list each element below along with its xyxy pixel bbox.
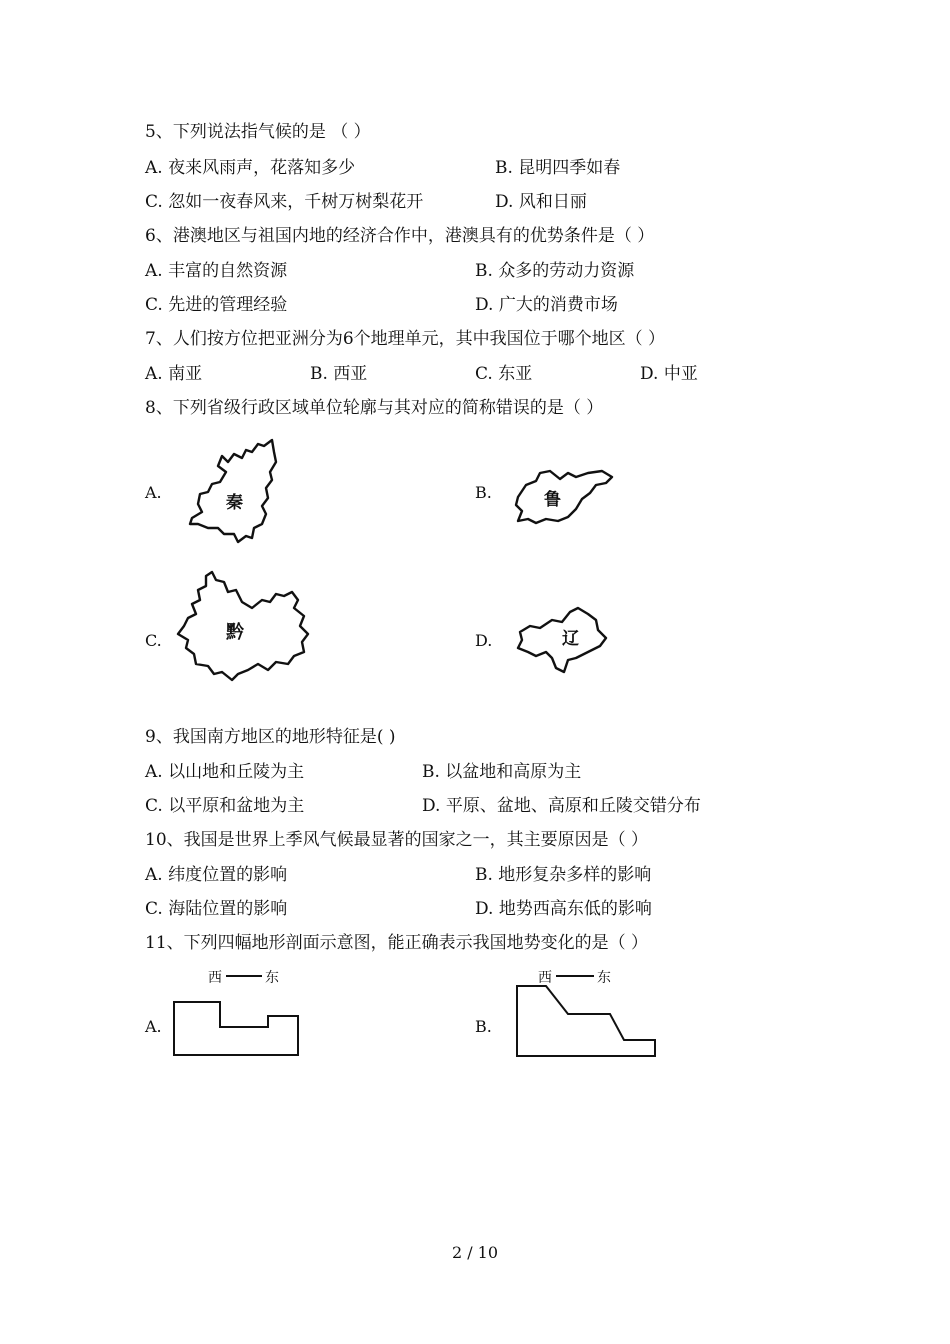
q6-option-c: C. 先进的管理经验 <box>145 295 288 315</box>
q8-label-a: A. <box>145 483 162 502</box>
q9-option-a: A. 以山地和丘陵为主 <box>145 762 305 782</box>
q6-stem: 6、港澳地区与祖国内地的经济合作中，港澳具有的优势条件是（ ） <box>145 226 655 246</box>
shaanxi-outline-map <box>182 432 282 547</box>
q5-option-b: B. 昆明四季如春 <box>495 158 621 178</box>
map-b-label: 鲁 <box>544 490 561 510</box>
q5-stem: 5、下列说法指气候的是 （ ） <box>145 122 371 142</box>
q7-option-c: C. 东亚 <box>475 364 533 384</box>
profile-b-east: 东 <box>597 970 611 986</box>
map-a-label: 秦 <box>226 493 243 513</box>
shandong-outline-map <box>510 465 615 527</box>
q6-option-a: A. 丰富的自然资源 <box>145 261 288 281</box>
guizhou-outline-map <box>172 568 312 683</box>
q11-label-a: A. <box>145 1017 162 1036</box>
q6-option-d: D. 广大的消费市场 <box>475 295 618 315</box>
q6-option-b: B. 众多的劳动力资源 <box>475 261 635 281</box>
q8-label-d: D. <box>475 631 493 650</box>
q10-option-a: A. 纬度位置的影响 <box>145 865 288 885</box>
q10-option-b: B. 地形复杂多样的影响 <box>475 865 652 885</box>
q11-label-b: B. <box>475 1017 492 1036</box>
q7-option-d: D. 中亚 <box>640 364 698 384</box>
profile-b-west: 西 <box>538 970 552 986</box>
terrain-profile-b <box>512 962 662 1062</box>
q10-option-c: C. 海陆位置的影响 <box>145 899 288 919</box>
q5-option-c: C. 忽如一夜春风来，千树万树梨花开 <box>145 192 424 212</box>
q8-stem: 8、下列省级行政区域单位轮廓与其对应的简称错误的是（ ） <box>145 398 604 418</box>
liaoning-outline-map <box>512 602 610 680</box>
q7-stem: 7、人们按方位把亚洲分为6个地理单元，其中我国位于哪个地区（ ） <box>145 329 666 349</box>
profile-a-east: 东 <box>265 970 279 986</box>
terrain-profile-a <box>168 962 308 1062</box>
q10-option-d: D. 地势西高东低的影响 <box>475 899 652 919</box>
q5-option-d: D. 风和日丽 <box>495 192 587 212</box>
q9-option-c: C. 以平原和盆地为主 <box>145 796 305 816</box>
q7-option-a: A. 南亚 <box>145 364 203 384</box>
q9-option-d: D. 平原、盆地、高原和丘陵交错分布 <box>422 796 701 816</box>
q8-label-b: B. <box>475 483 492 502</box>
q11-stem: 11、下列四幅地形剖面示意图，能正确表示我国地势变化的是（ ） <box>145 933 649 953</box>
q8-label-c: C. <box>145 631 162 650</box>
q7-option-b: B. 西亚 <box>310 364 368 384</box>
map-c-label: 黔 <box>226 622 244 643</box>
q9-option-b: B. 以盆地和高原为主 <box>422 762 582 782</box>
q10-stem: 10、我国是世界上季风气候最显著的国家之一，其主要原因是（ ） <box>145 830 649 850</box>
page-number: 2 / 10 <box>451 1243 499 1262</box>
q9-stem: 9、我国南方地区的地形特征是( ) <box>145 727 396 747</box>
profile-a-west: 西 <box>208 970 222 986</box>
map-d-label: 辽 <box>562 629 579 649</box>
q5-option-a: A. 夜来风雨声，花落知多少 <box>145 158 356 178</box>
